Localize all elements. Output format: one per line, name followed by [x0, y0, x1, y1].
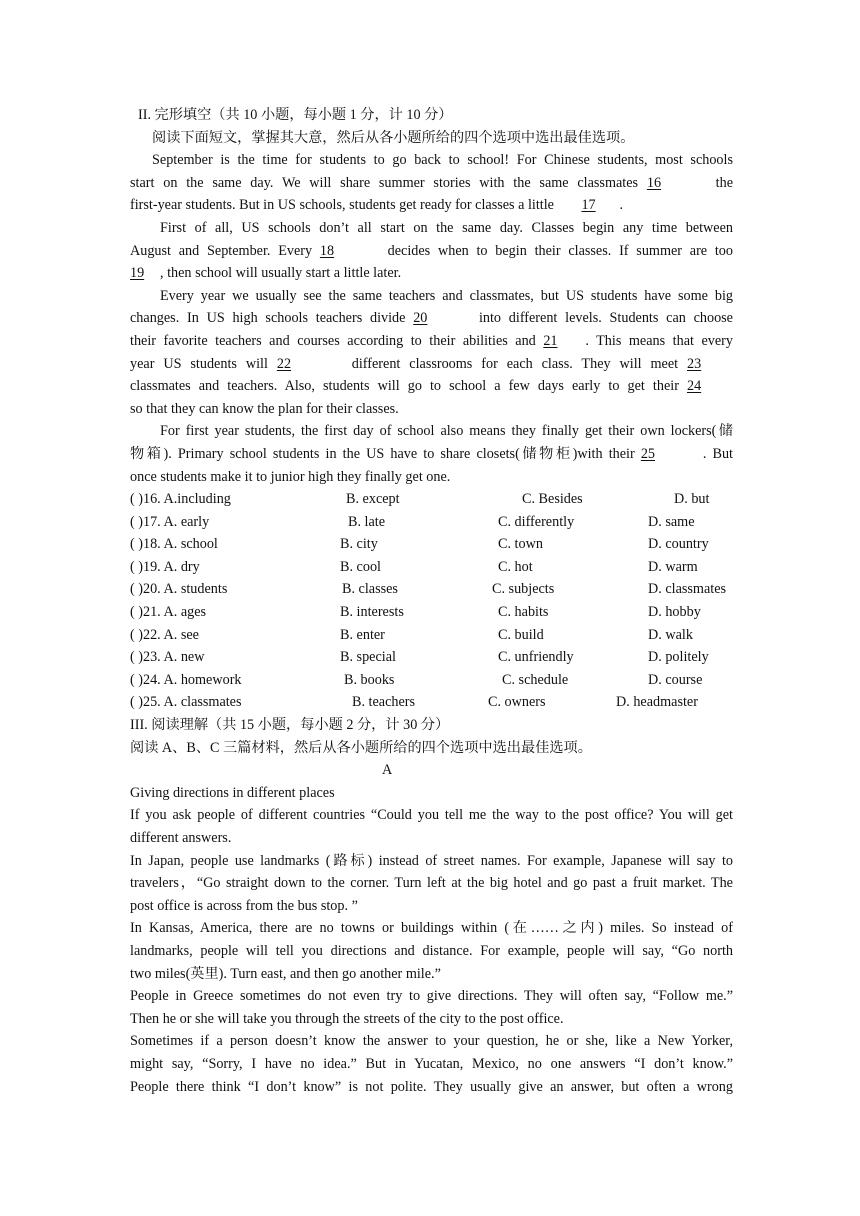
passage-line: 物箱). Primary school students in the US have to share closets(储物柜)with their 25 . But [130, 443, 733, 466]
question-row: ( )19. A. dry B. cool C. hot D. warm [130, 558, 698, 575]
reading-line: People there think “I don’t know” is not polite. They usually give an answer, but often a wrong [130, 1078, 733, 1095]
blank-25: 25 [640, 445, 656, 462]
passage-line: First of all, US schools don’t all start on the same day. Classes begin any time between [160, 219, 733, 236]
blank-18: 18 [319, 242, 335, 259]
passage-line: August and September. Every 18 decides when to begin their classes. If summer are too [130, 240, 733, 263]
blank-23: 23 [687, 355, 702, 372]
blank-19: 19 [130, 265, 145, 282]
blank-21: 21 [543, 332, 558, 349]
passage-line: 19 , then school will usually start a little later. [130, 262, 733, 285]
reading-line: post office is across from the bus stop. ” [130, 897, 358, 914]
reading-line: travelers，“Go straight down to the corner. Turn left at the big hotel and go past a fruit market. The [130, 875, 733, 892]
reading-line: In Kansas, America, there are no towns or buildings within (在……之内) miles. So instead of [130, 920, 733, 937]
question-row: ( )21. A. ages B. interests C. habits D. hobby [130, 604, 701, 621]
question-row: ( )17. A. early B. late C. differently D. same [130, 513, 695, 530]
section3-instruction: 阅读 A、B、C 三篇材料，然后从各小题所给的四个选项中选出最佳选项。 [130, 739, 592, 756]
passage-title: Giving directions in different places [130, 784, 335, 801]
passage-line: classmates and teachers. Also, students will go to school a few days early to get their 24 [130, 375, 733, 398]
passage-line: changes. In US high schools teachers divide 20 into different levels. Students can choose [130, 307, 733, 330]
reading-line: In Japan, people use landmarks (路标) instead of street names. For example, Japanese will say to [130, 852, 733, 869]
section3-heading: III. 阅读理解（共 15 小题，每小题 2 分，计 30 分） [130, 717, 450, 734]
passage-line: year US students will 22 different classrooms for each class. They will meet 23 [130, 353, 733, 376]
passage-line: their favorite teachers and courses according to their abilities and 21 . This means that every [130, 330, 733, 353]
section2-heading: II. 完形填空（共 10 小题，每小题 1 分，计 10 分） [138, 107, 453, 123]
question-row: ( )16. A.including B. except C. Besides D. but [130, 491, 710, 508]
reading-line: two miles(英里). Turn east, and then go another mile.” [130, 965, 441, 982]
passage-line: For first year students, the first day of school also means they finally get their own lockers(储 [160, 423, 733, 440]
question-row: ( )25. A. classmates B. teachers C. owners D. headmaster [130, 694, 698, 711]
section2-instruction: 阅读下面短文，掌握其大意，然后从各小题所给的四个选项中选出最佳选项。 [152, 129, 635, 146]
reading-line: landmarks, people will tell you directions and distance. For example, people will say, “Go north [130, 942, 733, 959]
question-row: ( )24. A. homework B. books C. schedule D. course [130, 671, 703, 688]
reading-line: If you ask people of different countries “Could you tell me the way to the post office? You will get [130, 807, 733, 824]
passage-line: September is the time for students to go back to school! For Chinese students, most schools [152, 152, 733, 169]
reading-line: Then he or she will take you through the streets of the city to the post office. [130, 1010, 564, 1027]
passage-line: once students make it to junior high they finally get one. [130, 468, 451, 485]
passage-line: first-year students. But in US schools, students get ready for classes a little 17 . [130, 194, 733, 217]
exam-page [130, 104, 733, 1098]
blank-24: 24 [687, 378, 702, 395]
blank-17: 17 [581, 197, 596, 214]
passage-label: A [382, 762, 393, 779]
question-row: ( )23. A. new B. special C. unfriendly D. politely [130, 649, 709, 666]
reading-line: different answers. [130, 830, 232, 846]
blank-22: 22 [276, 355, 292, 372]
passage-line: start on the same day. We will share summer stories with the same classmates 16 the [130, 172, 733, 195]
question-row: ( )22. A. see B. enter C. build D. walk [130, 626, 693, 643]
question-row: ( )18. A. school B. city C. town D. country [130, 536, 709, 553]
question-row: ( )20. A. students B. classes C. subjects D. classmates [130, 581, 727, 598]
reading-line: might say, “Sorry, I have no idea.” But in Yucatan, Mexico, no one answers “I don’t know.” [130, 1055, 733, 1072]
passage-line: Every year we usually see the same teachers and classmates, but US students have some big [160, 287, 733, 304]
reading-line: Sometimes if a person doesn’t know the answer to your question, he or she, like a New Yorker, [130, 1033, 733, 1050]
blank-16: 16 [646, 174, 662, 191]
reading-line: People in Greece sometimes do not even try to give directions. They will often say, “Follow me.” [130, 988, 733, 1005]
passage-line: so that they can know the plan for their classes. [130, 400, 399, 417]
blank-20: 20 [413, 310, 428, 327]
